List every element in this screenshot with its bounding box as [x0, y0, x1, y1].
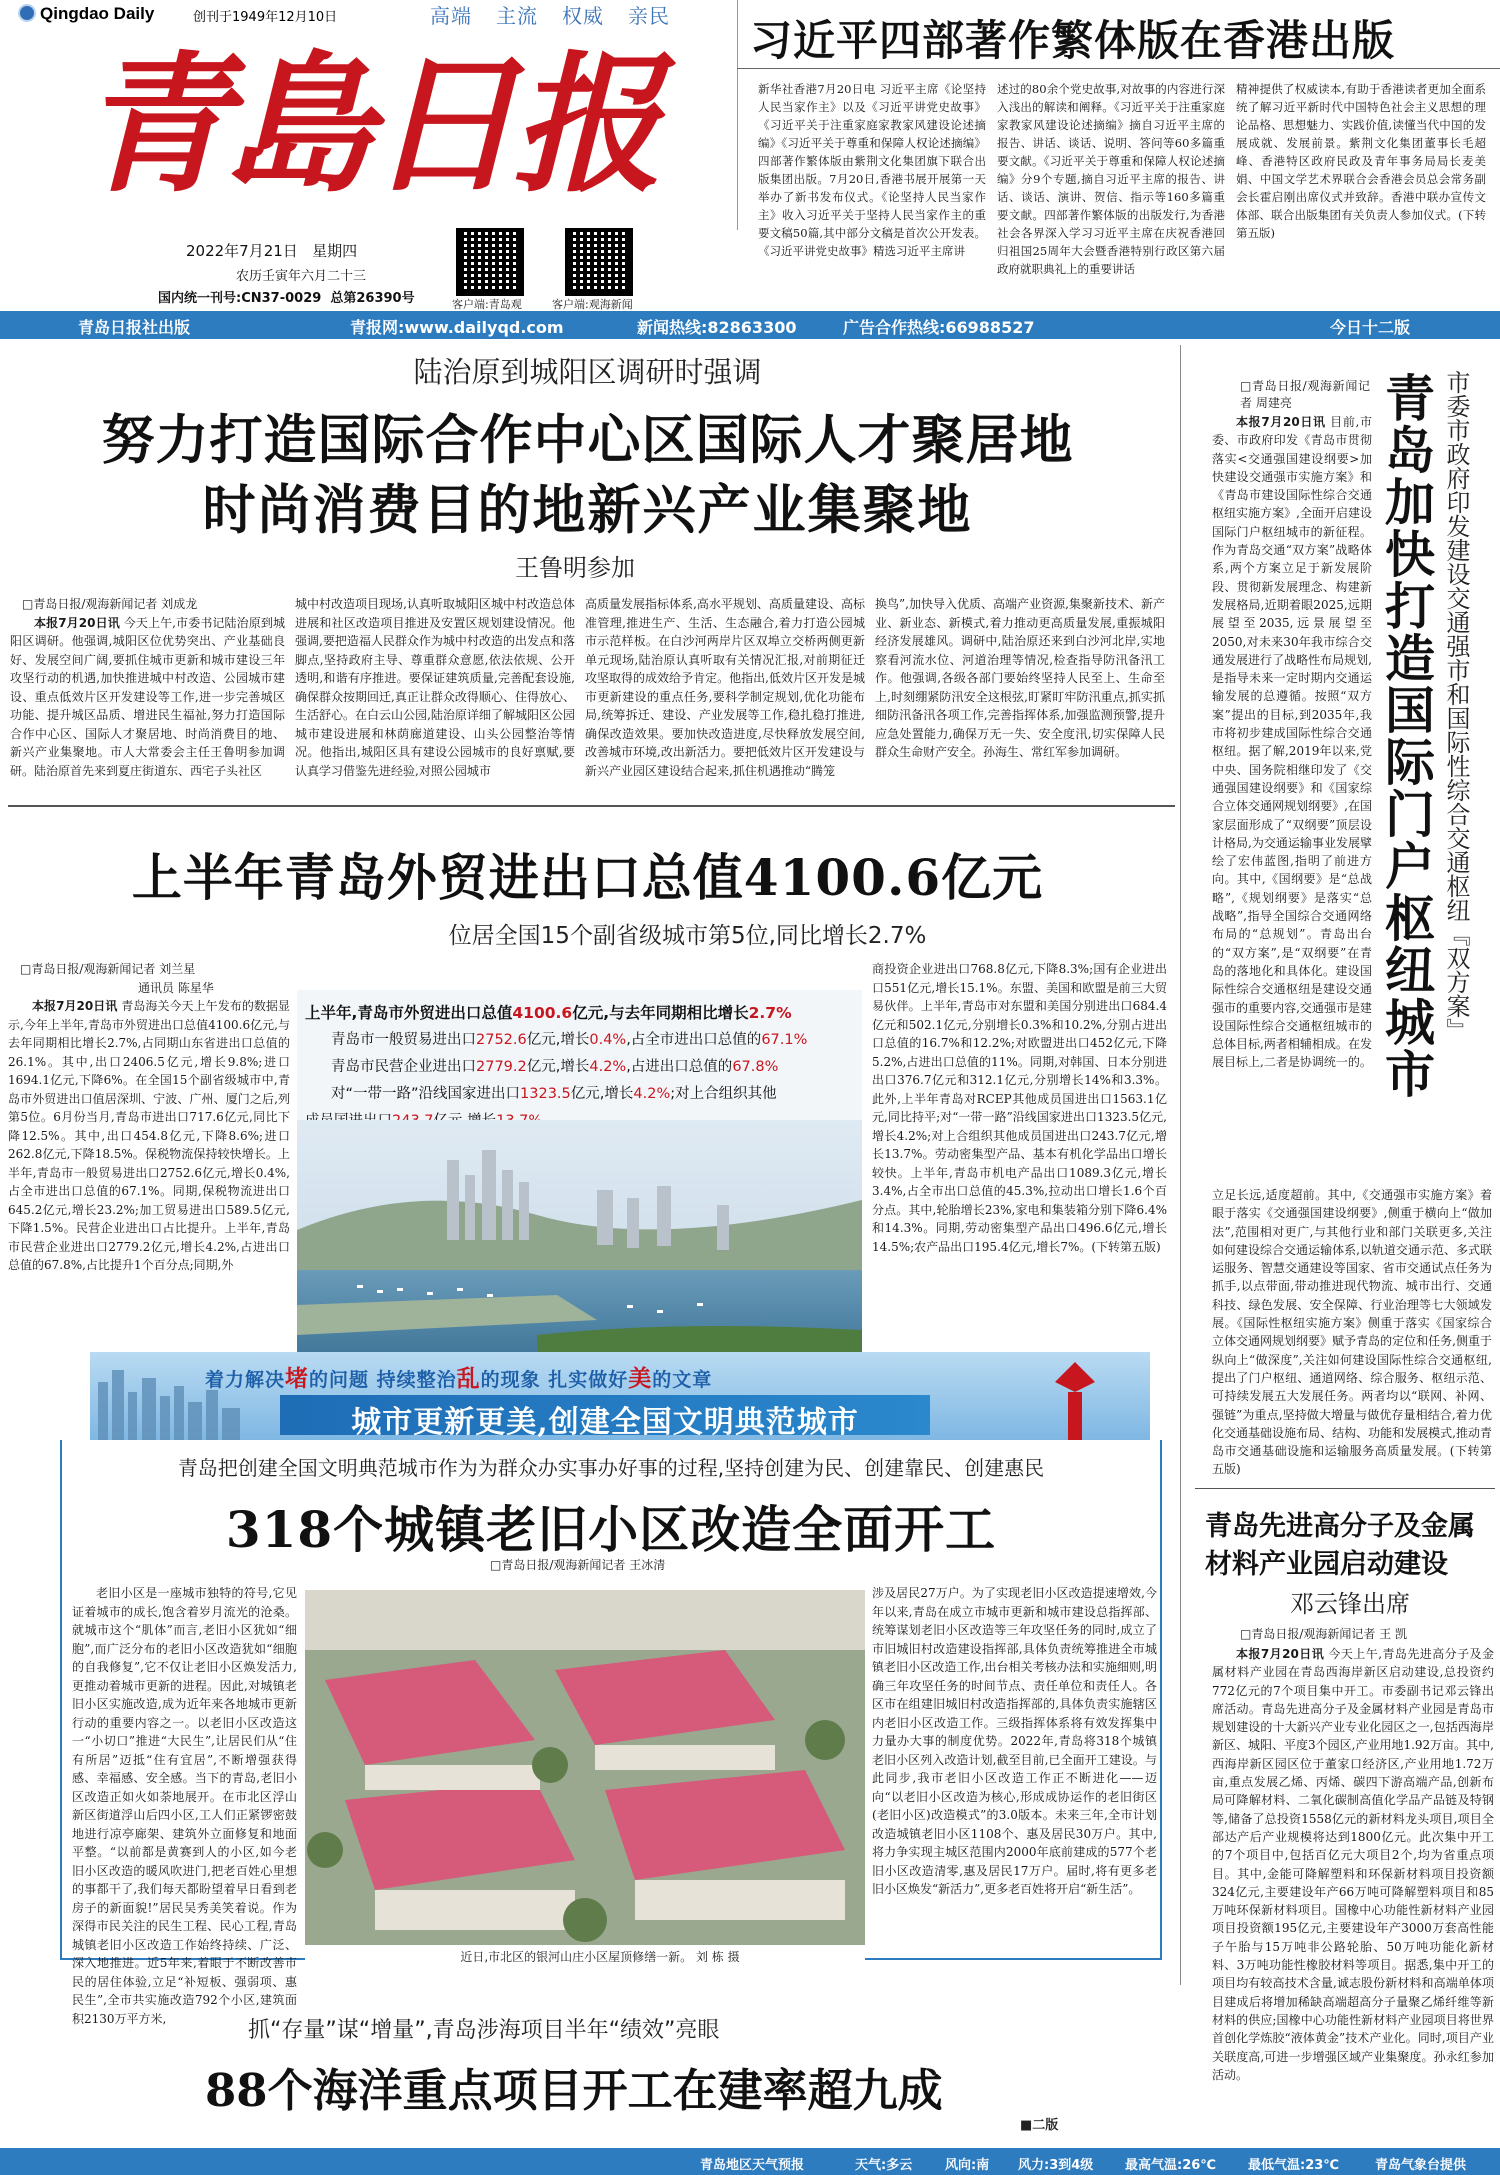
issue-date: 2022年7月21日 星期四: [186, 242, 358, 260]
qr-code-icon[interactable]: [565, 228, 633, 296]
wind-direction: 风向:南: [945, 2158, 990, 2173]
dateline: 本报7月20日讯: [1236, 415, 1326, 429]
slogan-item: 高端: [430, 4, 472, 28]
divider: [1180, 345, 1181, 1985]
byline: □青岛日报/观海新闻记者 刘成龙: [22, 597, 198, 611]
divider: [8, 805, 1175, 807]
slogan-item: 主流: [496, 4, 538, 28]
temp-high: 最高气温:26℃: [1125, 2158, 1217, 2173]
top-story-column: 新华社香港7月20日电 习近平主席《论坚持人民当家作主》以及《习近平讲党史故事》《习近平关于注重家庭家教家风建设论述摘编》《习近平关于尊重和保障人权论述摘编》四部著作繁体版由紫荆文化集团旗下联合出版集团出版。7月20日,香港书展开展第一天举办了新书发布仪式。《论坚持人民当家作主》收入习近平关于坚持人民当家作主的重要文稿50篇,其中部分文稿是首次公开发表。《习近平讲党史故事》精选习近平主席讲: [758, 82, 986, 258]
qr-code-icon[interactable]: [456, 228, 524, 296]
urban-subline: 王鲁明参加: [515, 554, 635, 582]
urban-headline-1[interactable]: 努力打造国际合作中心区国际人才聚居地: [101, 409, 1074, 471]
top-story-headline[interactable]: 习近平四部著作繁体版在香港出版: [750, 16, 1396, 65]
transport-text-1: 本报7月20日讯 目前,市委、市政府印发《青岛市贯彻落实<交通强国建设纲要>加快建设交通强市实施方案》和《青岛市建设国际性综合交通枢纽实施方案》,全面开启建设国际门户枢纽城市的新征程。作为青岛交通“双方案”战略体系,两个方案立足于新发展阶段、贯彻新发展理念、构建新发展格局,近期着眼2025,远期展望至2035,远景展望至2050,对未来30年我市综合交通发展进行了战略性布局规划,是指导未来一定时期内交通运输发展的总遵循。按照“双方案”提出的目标,到2035年,我市将初步建成国际性综合交通枢纽。据了解,2019年以来,党中央、国务院相继印发了《交通强国建设纲要》和《国家综合立体交通网规划纲要》,在国家层面形成了“双纲要”顶层设计格局,为交通运输事业发展擘绘了宏伟蓝图,指明了前进方向。其中,《国纲要》是“总战略”,《规划纲要》是落实“总战略”,指导全国综合交通网络布局的“总规划”。青岛出台的“双方案”,是“双纲要”在青岛的落地化和具体化。建设国际性综合交通枢纽是建设交通强市的重要内容,交通强市是建设国际性综合交通枢纽城市的总体目标,两者相辅相成。在发展目标上,二者是协调统一的。: [1212, 415, 1372, 1070]
harbor-illustration: [297, 1120, 862, 1360]
info-bar: [0, 311, 1500, 339]
byline: □青岛日报/观海新闻记者 王 凯: [1240, 1627, 1408, 1641]
urban-column-2: 城中村改造项目现场,认真听取城阳区城中村改造总体进展和社区改造项目推进及安置区规划建设情况。他强调,要把造福人民群众作为城中村改造的出发点和落脚点,坚持政府主导、尊重群众意愿,依法依规、公开透明,和谐有序推进。要保证建筑质量,完善配套设施,确保群众按期回迁,真正让群众改得顺心、住得放心、生活舒心。在白云山公园,陆治原详细了解城阳区公园城市建设进展和林荫廊道建设、山头公园整治等情况。他指出,城阳区具有建设公园城市的良好禀赋,要认真学习借鉴先进经验,对照公园城市: [295, 597, 575, 778]
urban-column-3: 高质量发展指标体系,高水平规划、高质量建设、高标准管理,推进生产、生活、生态融合,着力打造公园城市示范样板。在白沙河两岸片区双埠立交桥两侧更新单元现场,陆治原认真听取有关情况汇报,对前期征迁攻坚取得的成效给予肯定。他指出,低效片区开发是城市更新建设的重点任务,要科学制定规划,优化功能布局,统筹拆迁、建设、产业发展等工作,稳扎稳打推进,确保改造效果。要加快改造进度,尽快释放发展空间,改善城市环境,改出新活力。要把低效片区开发建设与新兴产业园区建设结合起来,抓住机遇推动“腾笼: [585, 597, 865, 778]
housing-photo: [305, 1590, 865, 1975]
trade-left-text: □青岛日报/观海新闻记者 刘兰星 通讯员 陈星华 本报7月20日讯 青岛海关今天上午发布的数据显示,今年上半年,青岛市外贸进出口总值4100.6亿元,与去年同期相比增长2.7%,占同期山东省进出口总值的26.1%。其中,出口2406.5亿元,增长9.8%;进口1694.1亿元,下降6%。在全国15个副省级城市中,青岛市外贸进出口值居深圳、宁波、广州、厦门之后,列第5位。6月份当月,青岛市进出口717.6亿元,同比下降12.5%。其中,出口454.8亿元,下降8.6%;进口262.8亿元,下降18.5%。保税物流保持较快增长。上半年,青岛市一般贸易进出口2752.6亿元,增长0.4%,占全市进出口总值的67.1%。同期,保税物流进出口645.2亿元,增长23.2%;加工贸易进出口589.5亿元,下降1.5%。民营企业进出口占比提升。上半年,青岛市民营企业进出口2779.2亿元,增长4.2%,占进出口总值的67.8%,占比提升1个百分点;同期,外: [8, 962, 290, 1272]
ocean-headline[interactable]: 88个海洋重点项目开工在建率超九成: [205, 2064, 943, 2117]
page-count: 今日十二版: [1330, 318, 1411, 337]
divider: [1195, 1488, 1495, 1489]
trade-headline[interactable]: 上半年青岛外贸进出口总值4100.6亿元: [131, 848, 1044, 907]
transport-kicker: 市委市政府印发建设交通强市和国际性综合交通枢纽『双方案』: [1442, 370, 1470, 1042]
weather-bar: [0, 2148, 1500, 2175]
materials-headline[interactable]: 青岛先进高分子及金属材料产业园启动建设: [1205, 1511, 1475, 1580]
housing-right-text: 涉及居民27万户。为了实现老旧小区改造提速增效,今年以来,青岛在成立市城市更新和城市建设总指挥部、统筹谋划老旧小区改造等三年攻坚任务的同时,成立了市旧城旧村改造建设指挥部,具体负责统筹推进全市城镇老旧小区改造工作,出台相关考核办法和实施细则,明确三年攻坚任务的时间节点、责任单位和责任人。各区市在组建旧城旧村改造指挥部的,具体负责实施辖区内老旧小区改造工作。三级指挥体系将有效发挥集中力量办大事的制度优势。2022年,青岛将318个城镇老旧小区列入改造计划,截至目前,已全面开工建设。与此同步,我市老旧小区改造工作正不断进化——迈向“以老旧小区改造为核心,形成成协运作的老旧街区(老旧小区)改造模式”的3.0版本。未来三年,全市计划改造城镇老旧小区1108个、惠及居民30万户。其中,将力争实现主城区范围内2000年底前建成的577个老旧小区改造清零,惠及居民17万户。届时,将有更多老旧小区焕发“新活力”,更多老百姓将开启“新生活”。: [872, 1586, 1157, 1896]
divider: [737, 68, 1500, 69]
dateline: 本报7月20日讯: [1236, 1647, 1325, 1661]
qr-caption: 客户端:观海新闻: [552, 298, 633, 311]
photo-caption: 近日,市北区的银河山庄小区屋顶修缮一新。 刘 栋 摄: [460, 1950, 740, 1964]
rooftops-illustration: [305, 1590, 865, 1975]
ocean-kicker: 抓“存量”谋“增量”,青岛涉海项目半年“绩效”亮眼: [248, 2018, 720, 2043]
lunar-date: 农历壬寅年六月二十三: [236, 269, 367, 284]
news-hotline: 新闻热线:82863300: [637, 318, 797, 337]
top-story-column: 述过的80余个党史故事,对故事的内容进行深入浅出的解读和阐释。《习近平关于注重家庭家教家风建设论述摘编》摘自习近平主席的报告、讲话、谈话、说明、答问等60多篇重要文献。《习近平关于尊重和保障人权论述摘编》分9个专题,摘自习近平主席的报告、讲话、谈话、演讲、贺信、指示等160多篇重要文献。四部著作繁体版的出版发行,为香港社会各界深入学习习近平主席在庆祝香港回归祖国25周年大会暨香港特别行政区第六届政府就职典礼上的重要讲话: [997, 82, 1225, 276]
page-reference[interactable]: ■二版: [1020, 2118, 1059, 2133]
masthead-logo: 青島日报: [80, 37, 657, 213]
wind-force: 风力:3到4级: [1018, 2158, 1094, 2173]
housing-headline[interactable]: 318个城镇老旧小区改造全面开工: [225, 1500, 997, 1559]
weather-source: 青岛气象台提供: [1375, 2158, 1467, 2173]
banner-title: 城市更新更美,创建全国文明典范城市: [351, 1405, 859, 1440]
transport-headline[interactable]: 青岛加快打造国际门户枢纽城市: [1377, 372, 1436, 1100]
slogans: [430, 0, 670, 29]
materials-subline: 邓云锋出席: [1290, 1590, 1410, 1618]
ad-hotline: 广告合作热线:66988527: [843, 318, 1035, 337]
byline: □青岛日报/观海新闻记者 周建亮: [1240, 379, 1370, 410]
dateline: 本报7月20日讯: [34, 615, 120, 630]
urban-headline-2[interactable]: 时尚消费目的地新兴产业集聚地: [202, 479, 973, 541]
urban-column-1: □青岛日报/观海新闻记者 刘成龙 本报7月20日讯 今天上午,市委书记陆治原到城阳区调研。他强调,城阳区位优势突出、产业基础良好、发展空间广阔,要抓住城市更新和城市建设三年攻坚行动的机遇,加快推进城中村改造、公园城市建设、重点低效片区开发建设等工作,进一步完善城区功能、提升城区品质、增进民生福祉,努力打造国际合作中心区、国际人才聚居地、时尚消费目的地、新兴产业集聚地。市人大常委会主任王鲁明参加调研。陆治原首先来到夏庄街道东、西宅子头社区: [10, 597, 285, 778]
qr-caption: 客户端:青岛观: [452, 298, 522, 311]
byline: □青岛日报/观海新闻记者 王冰清: [490, 1558, 666, 1572]
housing-kicker: 青岛把创建全国文明典范城市作为为群众办实事办好事的过程,坚持创建为民、创建靠民、创建惠民: [177, 1456, 1045, 1480]
publisher: 青岛日报社出版: [78, 318, 191, 337]
urban-column-4: 换鸟”,加快导入优质、高端产业资源,集聚新技术、新产业、新业态、新模式,着力推动更高质量发展,重振城阳经济发展雄风。调研中,陆治原还来到白沙河北岸,实地察看河流水位、河道治理等情况,检查指导防汛备汛工作。他强调,各级各部门要始终坚持人民至上、生命至上,时刻绷紧防汛安全这根弦,盯紧盯牢防汛重点,抓实抓细防汛备汛各项工作,完善指挥体系,加强监测预警,提升应急处置能力,确保万无一失、安全度汛,切实保障人民群众生命财产安全。孙海生、常红军参加调研。: [875, 597, 1165, 759]
banner-slogan: 着力解决堵的问题 持续整治乱的现象 扎实做好美的文章: [205, 1366, 713, 1392]
materials-text: 本报7月20日讯 今天上午,青岛先进高分子及金属材料产业园在青岛西海岸新区启动建设,总投资约772亿元的7个项目集中开工。市委副书记邓云锋出席活动。青岛先进高分子及金属材料产业园是青岛市规划建设的十大新兴产业专业化园区之一,包括西海岸新区、城阳、平度3个园区,产业用地1.92万亩。其中,西海岸新区园区位于董家口经济区,产业用地1.72万亩,重点发展乙烯、丙烯、碳四下游高端产品,创新布局可降解材料、二氧化碳制高值化学品产品链及特钢等,储备了总投资1558亿元的新材料龙头项目,项目全部达产后产业规模将达到1800亿元。此次集中开工的7个项目中,包括百亿元大项目2个,均为省重点项目。其中,金能可降解塑料和环保新材料项目投资额324亿元,主要建设年产66万吨可降解塑料项目和85万吨环保新材料项目。国橡中心功能性新材料产业园项目投资额195亿元,主要建设年产3000万套高性能子午胎与15万吨非公路轮胎、50万吨功能化新材料、3万吨功能性橡胶材料等项目。据悉,集中开工的项目均有较高技术含量,诚志股份新材料和高端单体项目建成后将增加稀缺高端超高分子量聚乙烯纤维等新材料的供应;国橡中心功能性新材料产业园项目将世界首创化学炼胶“液体黄金”技术产业化。同时,项目产业关联度高,可进一步增强区域产业集聚度。孙永红参加活动。: [1212, 1647, 1494, 2082]
trade-highlights: [305, 1000, 860, 1135]
housing-left-text: 老旧小区是一座城市独特的符号,它见证着城市的成长,饱含着岁月流光的沧桑。就城市这个“肌体”而言,老旧小区犹如“细胞”,而广泛分布的老旧小区改造犹如“细胞的自我修复”,它不仅让老旧小区焕发活力,更推动着城市更新的进程。因此,对城镇老旧小区实施改造,成为近年来各地城市更新行动的重要内容之一。以老旧小区改造这一“小切口”推进“大民生”,让居民们从“住有所居”迈抵“住有宜居”,不断增强获得感、幸福感、安全感。当下的青岛,老旧小区改造正如火如荼地展开。在市北区浮山新区街道浮山后四小区,工人们正紧锣密鼓地进行凉亭廊架、建筑外立面修复和地面平整。“以前都是黄赛到人的小区,如今老旧小区改造的暖风吹进门,把老百姓心里想的事都干了,我们每天都盼望着早日看到老房子的新面貌!”居民吴秀美笑着说。作为深得市民关注的民生工程、民心工程,青岛城镇老旧小区改造工作始终持续、广泛、深入地推进。近5年来,着眼于不断改善市民的居住体验,立足“补短板、强弱项、惠民生”,全市共实施改造792个小区,建筑面积2130万平方米,: [72, 1586, 297, 2026]
highlight-line: 对“一带一路”沿线国家进出口1323.5亿元,增长4.2%;对上合组织其他: [331, 1086, 777, 1102]
byline: 通讯员 陈星华: [138, 980, 214, 995]
weather-condition: 天气:多云: [855, 2158, 913, 2173]
highlight-line: 青岛市民营企业进出口2779.2亿元,增长4.2%,占进出口总值的67.8%: [331, 1059, 779, 1075]
highlight-line: 青岛市一般贸易进出口2752.6亿元,增长0.4%,占全市进出口总值的67.1%: [331, 1032, 808, 1048]
dateline: 本报7月20日讯: [32, 999, 118, 1013]
paper-name-en: Qingdao Daily: [40, 4, 155, 23]
highlight-line: 上半年,青岛市外贸进出口总值4100.6亿元,与去年同期相比增长2.7%: [305, 1004, 792, 1022]
urban-kicker: 陆治原到城阳区调研时强调: [413, 355, 762, 389]
slogan-item: 亲民: [628, 4, 670, 28]
harbor-photo: [297, 1120, 862, 1360]
temp-low: 最低气温:23℃: [1248, 2158, 1340, 2173]
trade-right-text: 商投资企业进出口768.8亿元,下降8.3%;国有企业进出口551亿元,增长15.1%。东盟、美国和欧盟是前三大贸易伙伴。上半年,青岛市对东盟和美国分别进出口684.4亿元和502.1亿元,分别增长0.3%和10.2%,分别占进出口总值的16.7%和12.2%;对欧盟进出口452亿元,下降5.2%,占进出口总值的11%。同期,对韩国、日本分别进出口376.7亿元和312.1亿元,分别增长14%和3.3%。此外,上半年青岛对RCEP其他成员国进出口1563.1亿元,同比持平;对“一带一路”沿线国家进出口1323.5亿元,增长4.2%;对上合组织其他成员国进出口243.7亿元,增长13.7%。劳动密集型产品、基本有机化学品出口增长较快。上半年,青岛市机电产品出口1089.3亿元,增长3.4%,占全市出口总值的45.3%,拉动出口增长1.6个百分点。其中,轮胎增长23%,家电和集装箱分别下降6.4%和14.3%。同期,劳动密集型产品出口496.6亿元,增长14.5%;农产品出口195.4亿元,增长7%。(下转第五版): [872, 962, 1167, 1254]
issn-line: 国内统一刊号:CN37-0029 总第26390号: [158, 291, 415, 306]
founded-date: 创刊于1949年12月10日: [193, 10, 338, 25]
globe-icon: [18, 4, 36, 22]
byline: □青岛日报/观海新闻记者 刘兰星: [20, 962, 196, 976]
slogan-item: 权威: [562, 4, 604, 28]
trade-subline: 位居全国15个副省级城市第5位,同比增长2.7%: [448, 923, 927, 949]
top-story-column: 精神提供了权威读本,有助于香港读者更加全面系统了解习近平新时代中国特色社会主义思想的理论品格、思想魅力、实践价值,读懂当代中国的发展成就、发展前景。紫荆文化集团董事长毛超峰、香港特区政府民政及青年事务局局长麦美娟、中国文学艺术界联合会香港会员总会常务副会长霍启刚出席仪式并致辞。香港中联办宣传文体部、联合出版集团有关负责人参加仪式。(下转第五版): [1236, 82, 1486, 240]
transport-text-2: 立足长远,适度超前。其中,《交通强市实施方案》着眼于落实《交通强国建设纲要》,侧重于横向上“做加法”,范围相对更广,与其他行业和部门关联更多,关注如何建设综合交通运输体系,以轨道交通示范、多式联运服务、智慧交通建设等国家、省市交通试点任务为抓手,以点带面,带动推进现代物流、城市出行、交通科技、绿色发展、安全保障、行业治理等七大领域发展。《国际性枢纽实施方案》侧重于落实《国家综合立体交通网规划纲要》赋予青岛的定位和任务,侧重于纵向上“做深度”,关注如何建设国际性综合交通枢纽,提出了门户枢纽、通道网络、综合服务、枢纽示范、可持续发展五大发展任务。两者均以“联网、补网、强链”为重点,坚持做大增量与做优存量相结合,着力优化交通基础设施布局、结构、功能和发展模式,推动青岛市交通基础设施和运输服务高质量发展。(下转第五版): [1212, 1188, 1492, 1477]
weather-label: 青岛地区天气预报: [700, 2158, 805, 2173]
website-link[interactable]: 青报网:www.dailyqd.com: [350, 318, 564, 337]
